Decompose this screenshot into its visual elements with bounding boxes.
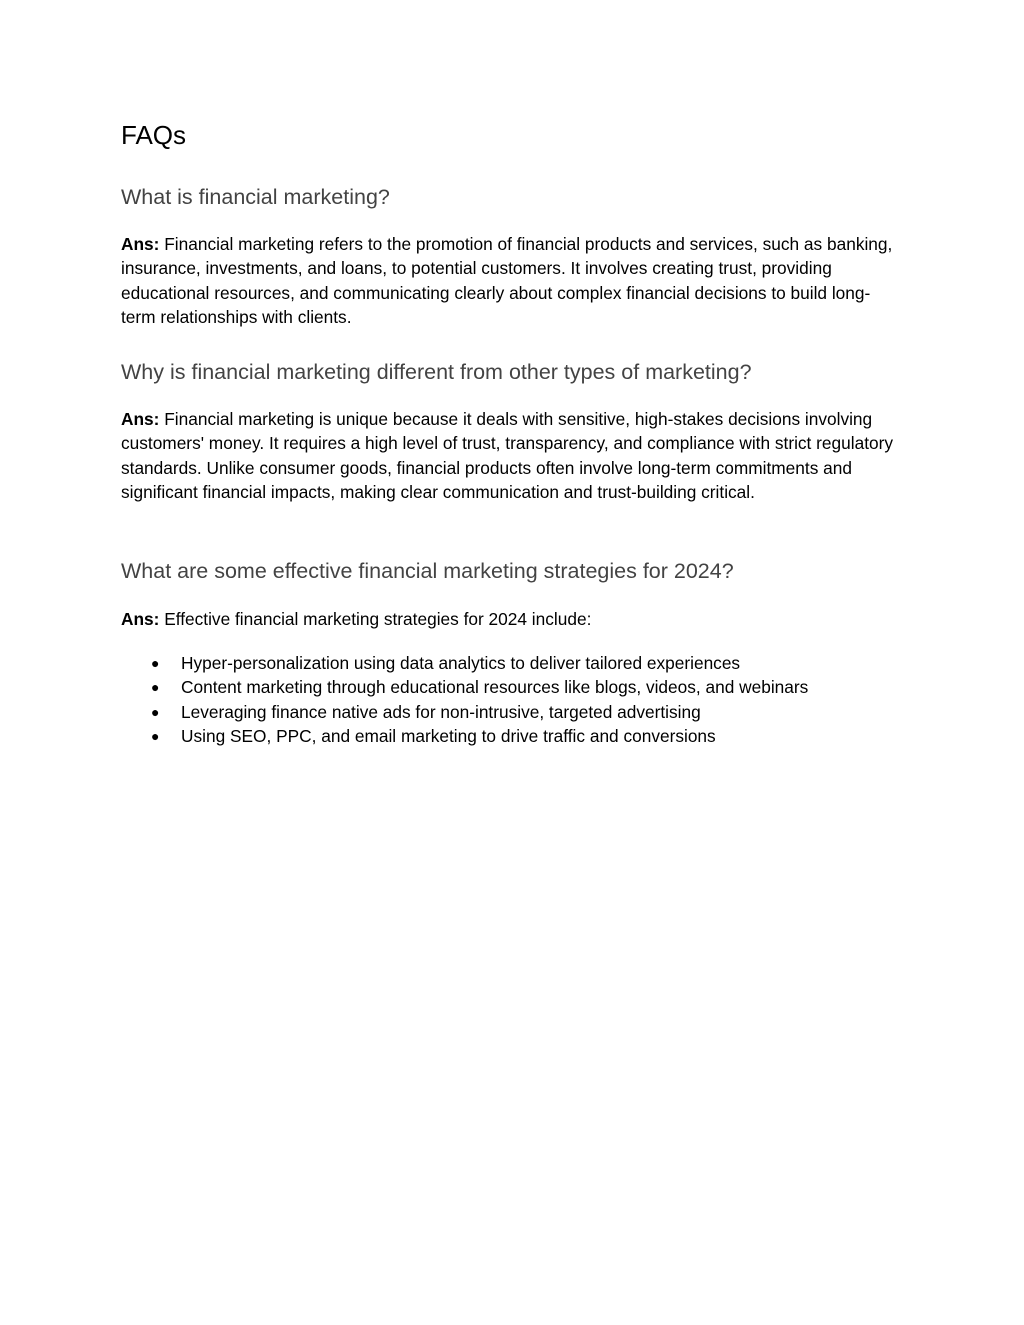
faq-question-3: What are some effective financial marketing strategies for 2024? [121,559,734,583]
page-title: FAQs [121,120,187,150]
strategy-bullet-list [121,651,808,749]
faq-answer-3 [121,607,896,631]
list-item [121,724,808,748]
list-item [121,675,808,699]
faq-question-1: What is financial marketing? [121,185,390,209]
faq-question-2: Why is financial marketing different from other types of marketing? [121,360,752,384]
faq-answer-2 [121,407,896,505]
list-item-text: Using SEO, PPC, and email marketing to drive traffic and conversions [181,726,716,747]
bullet-icon: ● [151,679,160,696]
answer-label: Ans: [121,609,160,629]
list-item-text: Leveraging finance native ads for non-intrusive, targeted advertising [181,701,701,722]
faq-answer-text-2: Financial marketing is unique because it deals with sensitive, high-stakes decisions involving customers' money. It requires a high level of trust, transparency, and compliance with strict regulatory standards. Unlike consumer goods, financial products often involve long-term commitments and significant financial impacts, making clear communication and trust-building critical. [121,409,894,503]
bullet-icon: ● [151,655,160,671]
list-item-text: Content marketing through educational resources like blogs, videos, and webinars [181,677,809,698]
answer-label: Ans: [121,409,160,429]
faq-answer-text-1: Financial marketing refers to the promotion of financial products and services, such as banking, insurance, investments, and loans, to potential customers. It involves creating trust, providing educational resources, and communicating clearly about complex financial decisions to build long-term relationships with clients. [121,234,893,328]
list-item [121,700,808,724]
faq-answer-text-3: Effective financial marketing strategies for 2024 include: [164,609,592,629]
faq-answer-1 [121,232,896,330]
bullet-icon: ● [151,728,160,745]
bullet-icon: ● [151,703,160,720]
list-item [121,651,808,675]
answer-label: Ans: [121,234,160,254]
list-item-text: Hyper-personalization using data analytics to deliver tailored experiences [181,653,741,673]
